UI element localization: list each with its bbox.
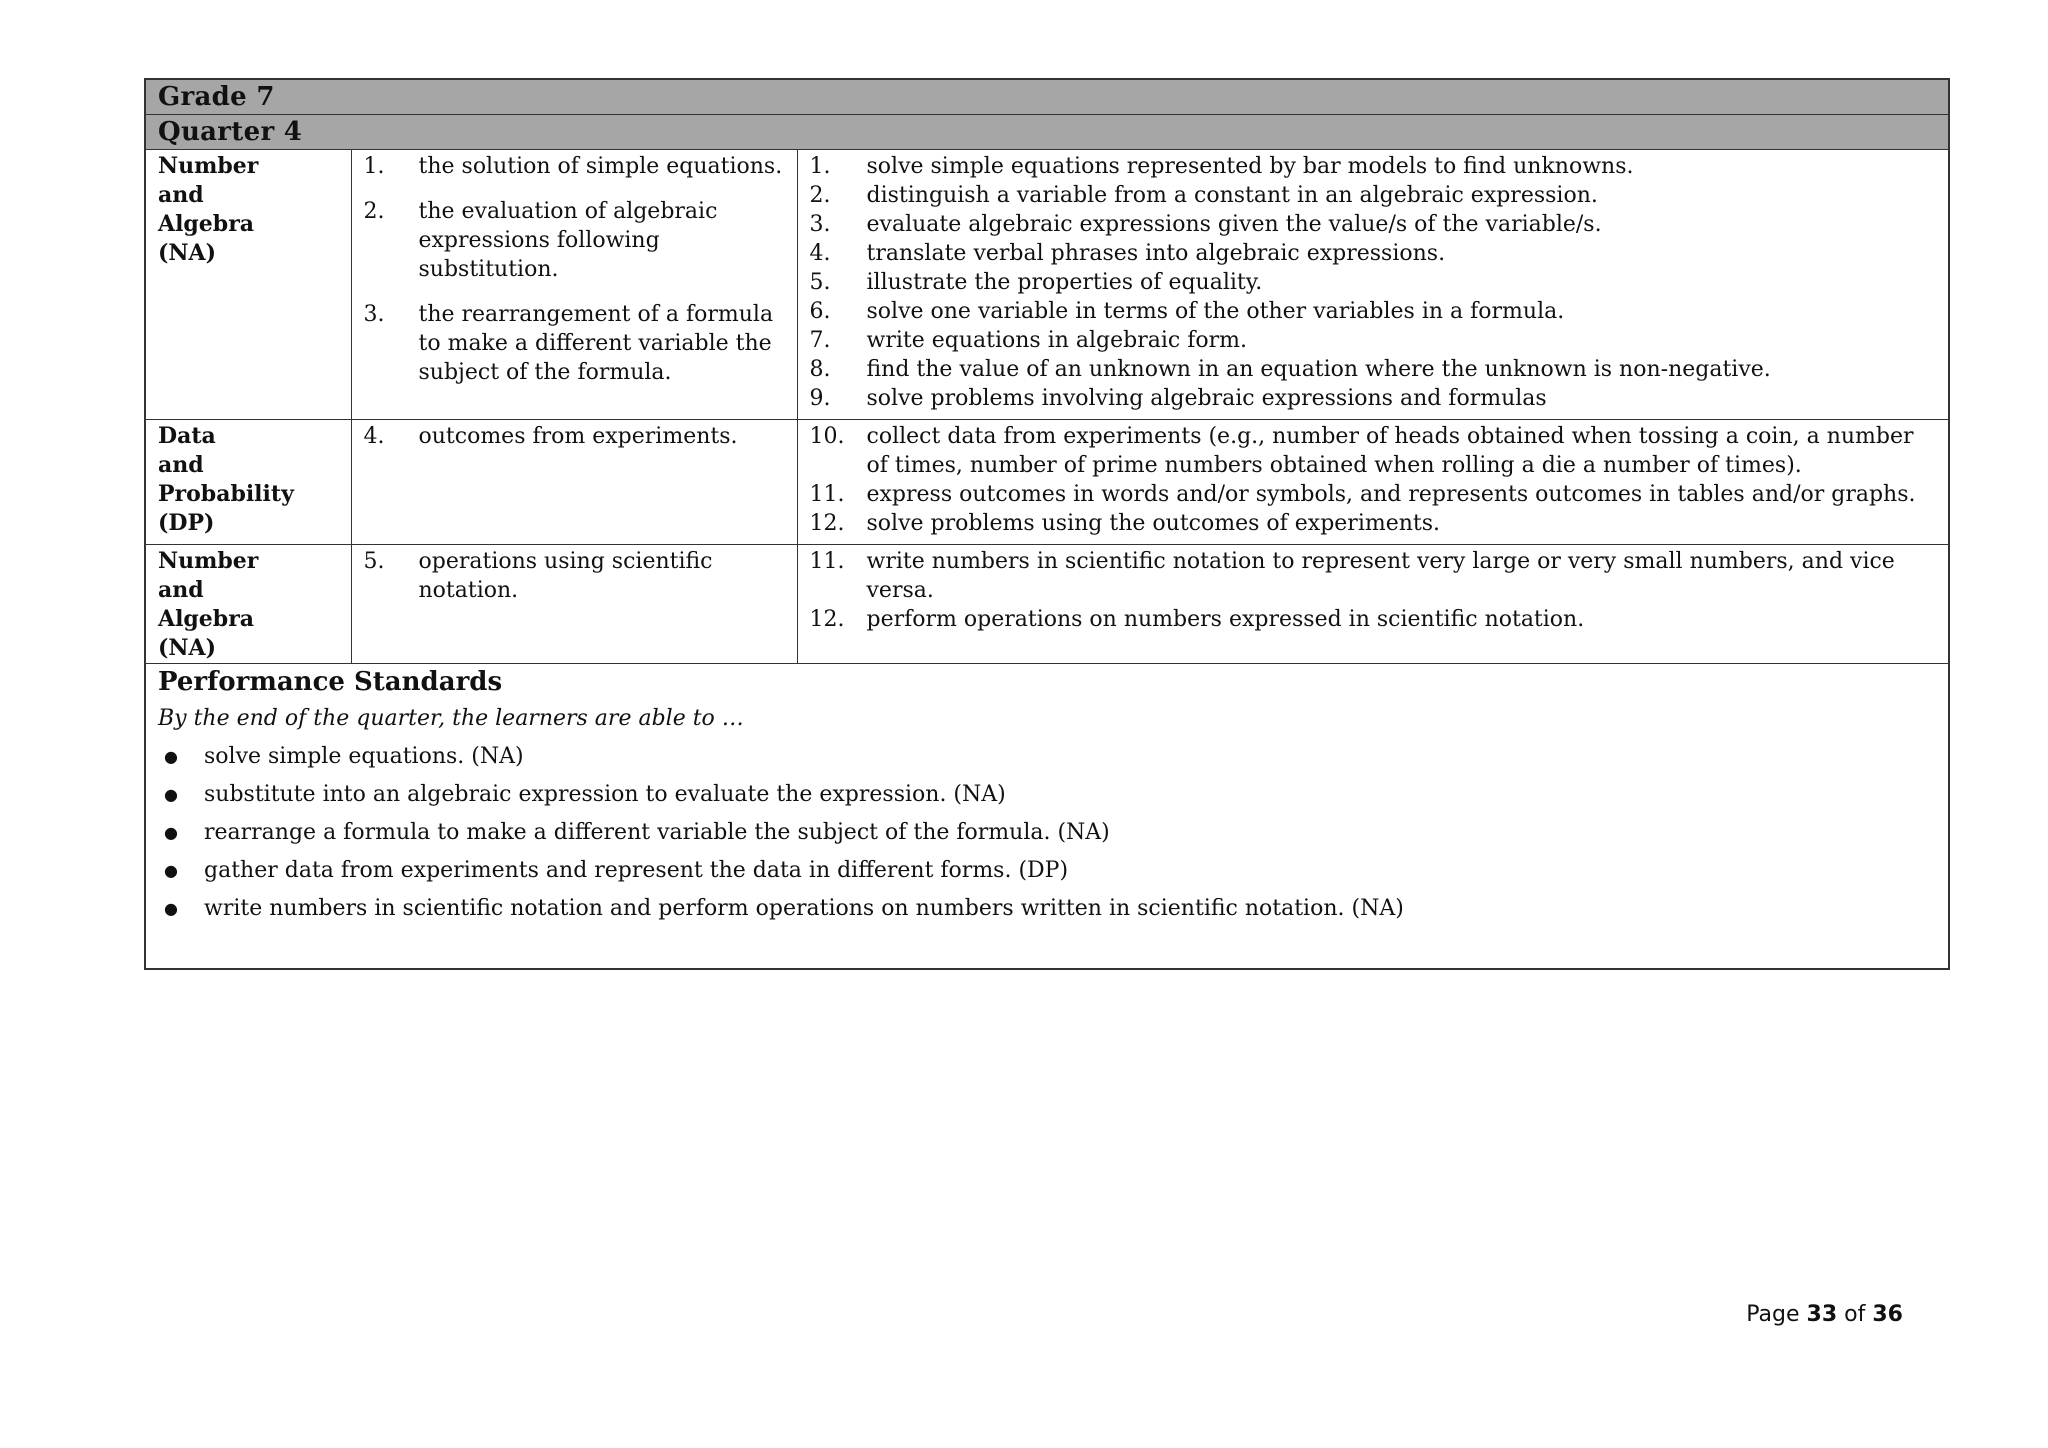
item-text: operations using scientific notation. [418,549,713,603]
item-text: evaluate algebraic expressions given the value/s of the variable/s. [866,212,1602,237]
list-item [810,152,1937,181]
list-item [810,210,1937,239]
table-row [145,420,1949,545]
item-text: solve one variable in terms of the other variables in a formula. [866,299,1565,324]
item-number: 1. [809,154,831,179]
content-cell [351,150,797,420]
bullet-icon: ● [164,747,178,766]
item-text: write numbers in scientific notation to represent very large or very small numbers, and vice versa. [866,549,1895,603]
item-text: express outcomes in words and/or symbols, and represents outcomes in tables and/or graphs. [866,482,1916,507]
list-item [810,181,1937,210]
performance-cell [145,664,1949,970]
table-row [145,545,1949,664]
competency-list [798,420,1949,544]
of-word: of [1844,1302,1866,1327]
domain-cell [145,545,351,664]
list-item [158,894,1936,924]
page-total: 36 [1872,1302,1903,1327]
list-item [810,605,1937,634]
item-text: the rearrangement of a formula to make a different variable the subject of the formula. [418,302,774,385]
grade-band: Grade 7 [145,79,1949,115]
item-text: outcomes from experiments. [418,424,738,449]
grade-band-row [145,79,1949,115]
item-text: solve simple equations. (NA) [204,744,524,769]
item-number: 9. [809,386,831,411]
quarter-band: Quarter 4 [145,115,1949,150]
item-text: translate verbal phrases into algebraic expressions. [866,241,1446,266]
item-number: 5. [809,270,831,295]
list-item [364,300,785,387]
performance-intro: By the end of the quarter, the learners are able to … [158,706,744,731]
item-number: 5. [363,549,385,574]
list-item [810,297,1937,326]
competency-cell [797,420,1949,545]
domain-cell [145,150,351,420]
content-list [352,420,797,459]
curriculum-table [144,78,1950,970]
page-footer [1746,1302,1903,1327]
bullet-icon: ● [164,861,178,880]
list-item [158,780,1936,810]
item-number: 6. [809,299,831,324]
performance-list [158,742,1936,924]
bullet-icon: ● [164,899,178,918]
domain-line: and [158,182,204,208]
performance-title: Performance Standards [158,667,503,697]
content-list [352,150,797,395]
domain-line: (DP) [158,510,215,536]
domain-line: Number [158,548,259,574]
domain-line: Algebra [158,211,255,237]
item-text: solve problems using the outcomes of experiments. [866,511,1441,536]
item-text: write numbers in scientific notation and perform operations on numbers written in scientific notation. (NA) [204,896,1404,921]
list-item [810,480,1937,509]
item-number: 2. [363,199,385,224]
item-text: the solution of simple equations. [418,154,783,179]
domain-line: and [158,577,204,603]
domain-line: Number [158,153,259,179]
list-item [158,742,1936,772]
list-item [364,547,785,605]
bullet-icon: ● [164,785,178,804]
item-text: illustrate the properties of equality. [866,270,1263,295]
competency-cell [797,150,1949,420]
item-text: rearrange a formula to make a different variable the subject of the formula. (NA) [204,820,1110,845]
list-item [810,422,1937,480]
list-item [810,268,1937,297]
page-current: 33 [1806,1302,1838,1327]
item-text: substitute into an algebraic expression to evaluate the expression. (NA) [204,782,1006,807]
page-word: Page [1746,1302,1800,1327]
list-item [364,152,785,181]
list-item [810,509,1937,538]
item-number: 1. [363,154,385,179]
item-number: 11. [809,482,845,507]
quarter-band-row [145,115,1949,150]
domain-line: Data [158,423,216,449]
content-list [352,545,797,613]
item-number: 12. [809,511,845,536]
table-row [145,150,1949,420]
curriculum-page [144,78,1950,970]
competency-list [798,545,1949,640]
item-text: find the value of an unknown in an equation where the unknown is non-negative. [866,357,1771,382]
list-item [158,856,1936,886]
item-number: 11. [809,549,845,574]
item-text: gather data from experiments and represent the data in different forms. (DP) [204,858,1069,883]
item-number: 3. [809,212,831,237]
item-text: perform operations on numbers expressed in scientific notation. [866,607,1585,632]
domain-line: (NA) [158,240,216,266]
item-number: 10. [809,424,845,449]
content-cell [351,545,797,664]
item-text: solve problems involving algebraic expressions and formulas [866,386,1547,411]
competency-list [798,150,1949,419]
item-number: 4. [809,241,831,266]
item-number: 2. [809,183,831,208]
item-text: collect data from experiments (e.g., number of heads obtained when tossing a coin, a number of times, number of prime numbers obtained when rolling a die a number of times). [866,424,1914,478]
list-item [810,239,1937,268]
list-item [364,422,785,451]
content-cell [351,420,797,545]
list-item [158,818,1936,848]
list-item [810,326,1937,355]
bullet-icon: ● [164,823,178,842]
item-number: 7. [809,328,831,353]
item-number: 8. [809,357,831,382]
list-item [810,355,1937,384]
list-item [810,547,1937,605]
item-text: the evaluation of algebraic expressions following substitution. [418,199,718,282]
list-item [810,384,1937,413]
list-item [364,197,785,284]
item-text: distinguish a variable from a constant in an algebraic expression. [866,183,1598,208]
domain-line: (NA) [158,635,216,661]
item-number: 4. [363,424,385,449]
domain-line: and [158,452,204,478]
domain-cell [145,420,351,545]
item-number: 3. [363,302,385,327]
item-text: solve simple equations represented by bar models to find unknowns. [866,154,1634,179]
domain-line: Probability [158,481,294,507]
item-text: write equations in algebraic form. [866,328,1247,353]
item-number: 12. [809,607,845,632]
domain-line: Algebra [158,606,255,632]
competency-cell [797,545,1949,664]
performance-row [145,664,1949,970]
